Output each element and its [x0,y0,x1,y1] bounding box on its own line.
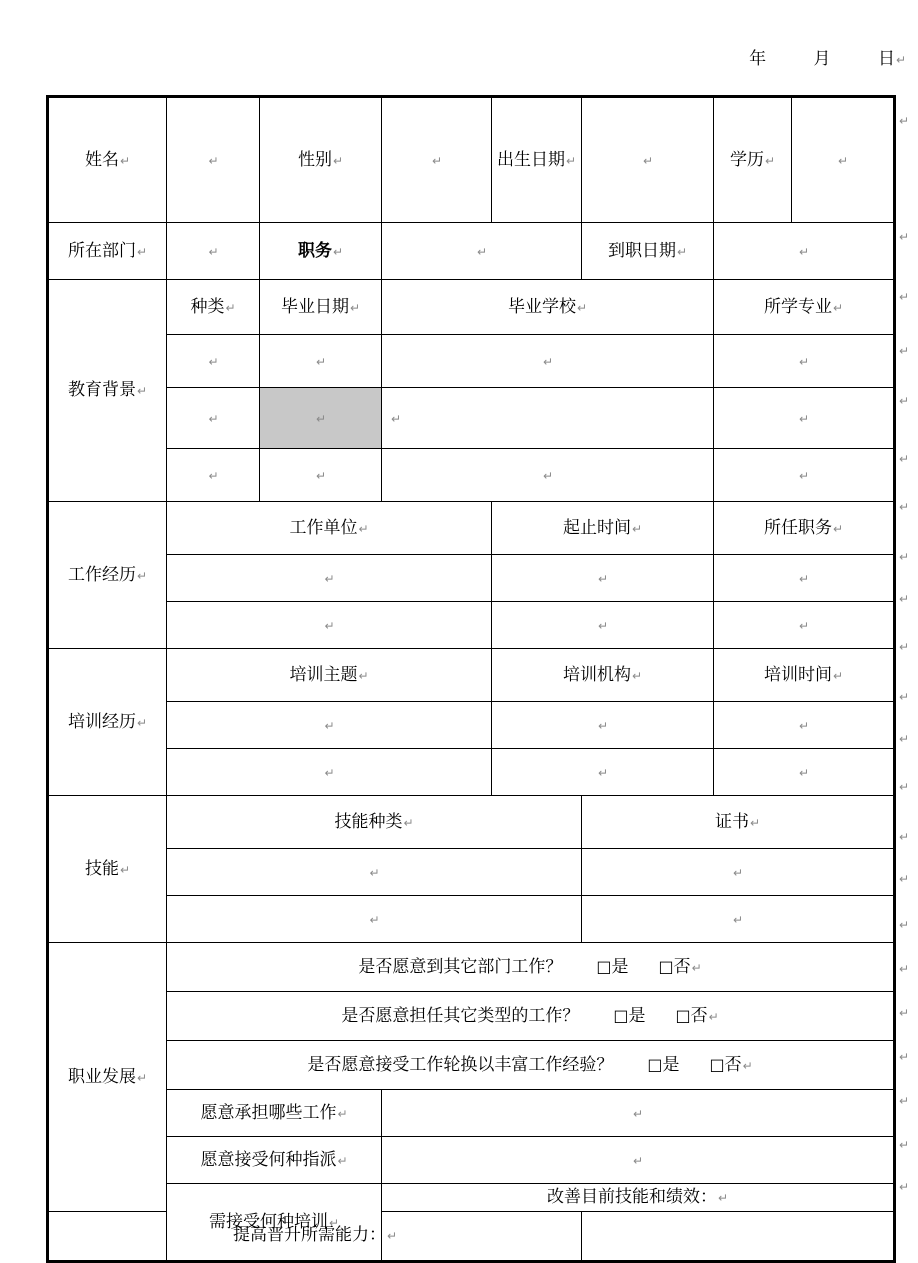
checkbox-unchecked-icon[interactable]: □ [675,1005,691,1025]
table-row-skills-1 [48,849,895,896]
training-header-org: 培训机构↵ [492,649,714,702]
training-header-topic: 培训主题↵ [167,649,492,702]
work-title-2[interactable] [714,602,895,649]
education-school-1[interactable] [382,335,714,388]
cell-mark-icon: ↵ [208,354,219,369]
margin-mark-icon: ↵ [899,780,910,794]
margin-mark-icon: ↵ [899,394,910,408]
training-time-1[interactable] [714,702,895,749]
career-field-2-label: 愿意接受何种指派↵ [167,1137,382,1184]
table-row-work-2 [48,602,895,649]
cell-mark-icon: ↵ [597,718,609,733]
skills-header-kind: 技能种类↵ [167,796,582,849]
name-value[interactable] [167,97,260,223]
table-row-education-3 [48,449,895,502]
cell-mark-icon: ↵ [676,244,688,259]
margin-mark-icon: ↵ [899,830,910,844]
career-training-need-label: 需接受何种培训↵ [167,1184,382,1262]
margin-mark-icon: ↵ [899,962,910,976]
cell-mark-icon: ↵ [349,300,361,315]
education-grad-date-2[interactable] [260,388,382,449]
cell-mark-icon: ↵ [119,862,131,877]
cell-mark-icon: ↵ [136,244,148,259]
margin-mark-icon: ↵ [899,114,910,128]
cell-mark-icon: ↵ [431,153,443,168]
table-row-career-field-1 [48,1090,895,1137]
education-school-2[interactable] [382,388,714,449]
education-type-2[interactable] [167,388,260,449]
education-type-1[interactable] [167,335,260,388]
cell-mark-icon: ↵ [798,354,810,369]
career-question-3-text: 是否愿意接受工作轮换以丰富工作经验？ [307,1054,614,1075]
cell-mark-icon: ↵ [576,300,588,315]
margin-mark-icon: ↵ [899,500,910,514]
career-q2-yes-option[interactable] [613,1005,645,1028]
training-org-2[interactable] [492,749,714,796]
employee-information-table [46,95,896,1263]
cell-mark-icon: ↵ [597,571,609,586]
cell-mark-icon: ↵ [315,411,327,426]
skills-section-label: 技能↵ [48,796,167,943]
cell-mark-icon: ↵ [324,718,335,733]
career-question-3-options [647,1054,752,1077]
cell-mark-icon: ↵ [358,668,369,683]
cell-mark-icon: ↵ [208,153,219,168]
cell-mark-icon: ↵ [324,765,335,780]
education-type-3[interactable] [167,449,260,502]
table-row-education-2 [48,388,895,449]
cell-mark-icon: ↵ [225,300,236,315]
date-line [46,44,906,69]
work-header-employer: 工作单位↵ [167,502,492,555]
checkbox-unchecked-icon[interactable]: □ [596,956,612,976]
cell-mark-icon: ↵ [837,153,849,168]
cell-mark-icon: ↵ [324,571,335,586]
cell-mark-icon: ↵ [798,411,810,426]
training-topic-1[interactable] [167,702,492,749]
cell-mark-icon: ↵ [597,618,609,633]
career-training-need-item-2[interactable]: 提高晋升所需能力：↵ [48,1211,582,1261]
cell-mark-icon: ↵ [369,865,380,880]
cell-mark-icon: ↵ [798,765,810,780]
career-q1-no-label: 否 [673,956,691,977]
cell-mark-icon: ↵ [597,765,609,780]
cell-mark-icon: ↵ [798,468,810,483]
checkbox-unchecked-icon[interactable]: □ [647,1054,663,1074]
birth-date-label: 出生日期↵ [492,97,582,223]
margin-mark-icon: ↵ [899,640,910,654]
margin-mark-icon: ↵ [899,290,910,304]
training-section-label: 培训经历↵ [48,649,167,796]
career-field-2-value[interactable] [382,1137,895,1184]
training-header-time: 培训时间↵ [714,649,895,702]
cell-mark-icon: ↵ [708,1009,719,1024]
career-question-1 [167,943,895,992]
career-q2-no-label: 否 [690,1005,708,1026]
education-grad-date-3[interactable] [260,449,382,502]
career-field-1-label: 愿意承担哪些工作↵ [167,1090,382,1137]
skills-cert-1[interactable] [582,849,895,896]
training-org-1[interactable] [492,702,714,749]
skills-kind-2[interactable] [167,896,582,943]
paragraph-mark-icon: ↵ [895,53,906,67]
margin-mark-icon: ↵ [899,918,910,932]
margin-mark-icon: ↵ [899,1138,910,1152]
cell-mark-icon: ↵ [136,568,148,583]
table-row-career-q2 [48,992,895,1041]
cell-mark-icon: ↵ [798,571,810,586]
cell-mark-icon: ↵ [208,468,219,483]
cell-mark-icon: ↵ [749,815,761,830]
cell-mark-icon: ↵ [832,521,844,536]
career-question-3 [167,1041,895,1090]
cell-mark-icon: ↵ [315,468,327,483]
career-question-1-text: 是否愿意到其它部门工作？ [358,956,563,977]
cell-mark-icon: ↵ [208,244,219,259]
table-row-career-training-need [48,1184,895,1212]
education-header-type: 种类↵ [167,280,260,335]
margin-mark-icon: ↵ [899,1006,910,1020]
cell-mark-icon: ↵ [632,1153,644,1168]
position-value[interactable] [382,223,582,280]
education-header-grad-date: 毕业日期↵ [260,280,382,335]
education-header-major: 所学专业↵ [714,280,895,335]
name-label: 姓名↵ [48,97,167,223]
table-row-training-1 [48,702,895,749]
cell-mark-icon: ↵ [798,618,810,633]
training-time-2[interactable] [714,749,895,796]
cell-mark-icon: ↵ [832,668,844,683]
margin-mark-icon: ↵ [899,732,910,746]
birth-date-value[interactable] [582,97,714,223]
education-header-school: 毕业学校↵ [382,280,714,335]
margin-mark-icon: ↵ [899,872,910,886]
table-row-training-header [48,649,895,702]
career-question-2-options [613,1005,718,1028]
cell-mark-icon: ↵ [565,153,577,168]
career-field-1-value[interactable] [382,1090,895,1137]
cell-mark-icon: ↵ [403,815,414,830]
career-q1-yes-label: 是 [611,956,629,977]
cell-mark-icon: ↵ [315,354,327,369]
career-q3-no-label: 否 [724,1054,742,1075]
education-level-value[interactable] [792,97,895,223]
margin-mark-icon: ↵ [899,1050,910,1064]
table-row-career-field-2 [48,1137,895,1184]
career-q2-no-option[interactable] [675,1005,707,1028]
cell-mark-icon: ↵ [358,521,369,536]
department-value[interactable] [167,223,260,280]
career-q3-yes-label: 是 [662,1054,680,1075]
career-training-need-item-1[interactable]: 改善目前技能和绩效：↵ [382,1184,895,1212]
cell-mark-icon: ↵ [691,960,702,975]
table-row-career-q1 [48,943,895,992]
table-row-career-training-need-2 [48,1211,895,1261]
work-section-label: 工作经历↵ [48,502,167,649]
table-row-basic-2 [48,223,895,280]
cell-mark-icon: ↵ [136,715,148,730]
cell-mark-icon: ↵ [136,1070,148,1085]
cell-mark-icon: ↵ [208,411,219,426]
day-label: 日 [877,49,895,69]
cell-mark-icon: ↵ [642,153,654,168]
table-row-career-q3 [48,1041,895,1090]
skills-header-cert: 证书↵ [582,796,895,849]
education-major-1[interactable] [714,335,895,388]
education-major-3[interactable] [714,449,895,502]
hire-date-value[interactable] [714,223,895,280]
work-period-2[interactable] [492,602,714,649]
table-row-work-1 [48,555,895,602]
table-row-basic-1 [48,97,895,223]
checkbox-unchecked-icon[interactable]: □ [613,1005,629,1025]
cell-mark-icon: ↵ [832,300,844,315]
education-major-2[interactable] [714,388,895,449]
work-period-1[interactable] [492,555,714,602]
gender-label: 性别↵ [260,97,382,223]
cell-mark-icon: ↵ [324,618,335,633]
career-q3-no-option[interactable] [709,1054,741,1077]
education-school-3[interactable] [382,449,714,502]
gender-value[interactable] [382,97,492,223]
skills-kind-1[interactable] [167,849,582,896]
cell-mark-icon: ↵ [332,244,344,259]
career-question-2 [167,992,895,1041]
hire-date-label: 到职日期↵ [582,223,714,280]
checkbox-unchecked-icon[interactable]: □ [709,1054,725,1074]
cell-mark-icon: ↵ [798,244,810,259]
month-label: 月 [813,49,831,69]
cell-mark-icon: ↵ [386,1229,398,1244]
cell-mark-icon: ↵ [742,1058,753,1073]
table-row-skills-2 [48,896,895,943]
cell-mark-icon: ↵ [717,1191,729,1205]
margin-paragraph-marks [899,95,918,1193]
cell-mark-icon: ↵ [542,468,554,483]
margin-mark-icon: ↵ [899,1180,910,1194]
work-employer-1[interactable] [167,555,492,602]
work-header-title: 所任职务↵ [714,502,895,555]
margin-mark-icon: ↵ [899,592,910,606]
education-grad-date-1[interactable] [260,335,382,388]
margin-mark-icon: ↵ [899,550,910,564]
cell-mark-icon: ↵ [732,865,744,880]
cell-mark-icon: ↵ [764,153,776,168]
career-section-label: 职业发展↵ [48,943,167,1212]
position-label: 职务↵ [260,223,382,280]
checkbox-unchecked-icon[interactable]: □ [658,956,674,976]
margin-mark-icon: ↵ [899,1094,910,1108]
cell-mark-icon: ↵ [631,521,643,536]
cell-mark-icon: ↵ [337,1106,348,1121]
career-q2-yes-label: 是 [628,1005,646,1026]
cell-mark-icon: ↵ [369,912,380,927]
table-row-education-1 [48,335,895,388]
cell-mark-icon: ↵ [631,668,643,683]
work-header-period: 起止时间↵ [492,502,714,555]
career-question-2-text: 是否愿意担任其它类型的工作？ [341,1005,580,1026]
cell-mark-icon: ↵ [542,354,554,369]
training-topic-2[interactable] [167,749,492,796]
work-title-1[interactable] [714,555,895,602]
education-level-label: 学历↵ [714,97,792,223]
year-label: 年 [749,49,767,69]
work-employer-2[interactable] [167,602,492,649]
cell-mark-icon: ↵ [119,153,131,168]
career-q1-no-option[interactable] [658,956,690,979]
career-question-1-options [596,956,701,979]
cell-mark-icon: ↵ [732,912,744,927]
margin-mark-icon: ↵ [899,690,910,704]
skills-cert-2[interactable] [582,896,895,943]
department-label: 所在部门↵ [48,223,167,280]
cell-mark-icon: ↵ [332,153,344,168]
margin-mark-icon: ↵ [899,344,910,358]
cell-mark-icon: ↵ [337,1153,348,1168]
cell-mark-icon: ↵ [391,411,402,426]
table-row-work-header [48,502,895,555]
career-q3-yes-option[interactable] [647,1054,679,1077]
cell-mark-icon: ↵ [632,1106,644,1121]
table-row-training-2 [48,749,895,796]
education-section-label: 教育背景↵ [48,280,167,502]
cell-mark-icon: ↵ [136,384,148,399]
table-row-education-header [48,280,895,335]
cell-mark-icon: ↵ [328,1215,340,1230]
margin-mark-icon: ↵ [899,452,910,466]
cell-mark-icon: ↵ [798,718,810,733]
career-q1-yes-option[interactable] [596,956,628,979]
margin-mark-icon: ↵ [899,230,910,244]
cell-mark-icon: ↵ [476,244,488,259]
table-row-skills-header [48,796,895,849]
